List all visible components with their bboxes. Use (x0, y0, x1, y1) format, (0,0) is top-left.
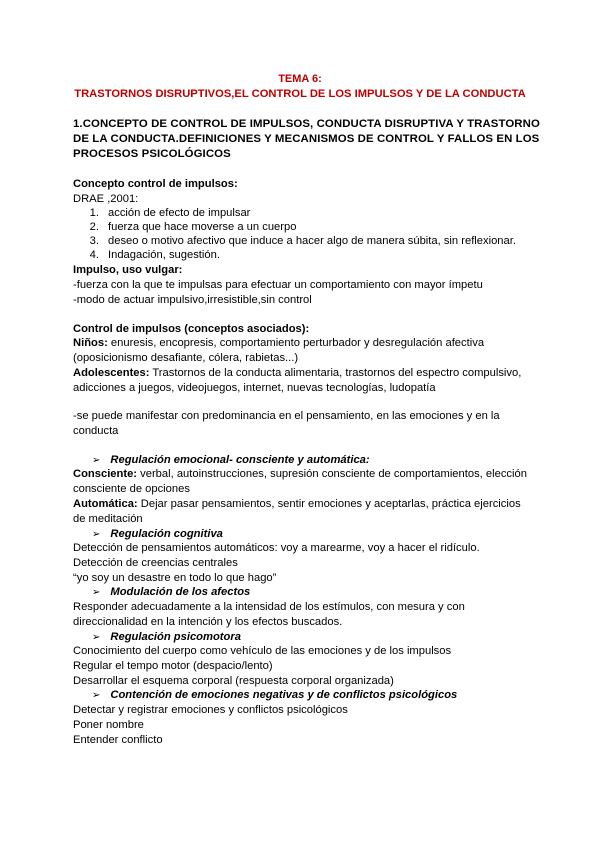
afectos-line-2: direccionalidad en la intención y los efectos buscados. (73, 616, 343, 628)
cognitiva-line-2: Detección de creencias centrales (73, 557, 238, 569)
arrow-bullet-icon: ➢ (92, 690, 101, 701)
ninos-label: Niños: (73, 337, 108, 349)
vulgar-line-1: -fuerza con la que te impulsas para efectuar un comportamiento con mayor ímpetu (73, 279, 483, 291)
document-page: TEMA 6: TRASTORNOS DISRUPTIVOS,EL CONTROL DE LOS IMPULSOS Y DE LA CONDUCTA 1.CONCEPTO DE CONTROL DE IMPULSOS, CONDUCTA DISRUPTIVA Y TRASTORNO DE LA CONDUCTA.DEFINICIONES Y MECANISMOS DE CONTROL Y FALLOS EN LOS PROCESOS PSICOLÓGICOS Concepto control de impulsos: DRAE ,2001: 1. acción de efecto de impulsar 2. fuerza que hace moverse a un cuerpo 3. deseo o motivo afectivo que induce a hacer algo de manera súbita, sin reflexionar. 4. Indagación, sugestión. Impulso, uso vulgar: -fuerza con la que te impulsas para efectuar un comportamiento con mayor ímpetu -modo de actuar impulsivo,irresistible,sin control Control de impulsos (conceptos asociados): Niños: enuresis, encopresis, comportamiento perturbador y desregulación afectiva (oposicionismo desafiante, cólera, rabietas...) Adolescentes: Trastornos de la conducta alimentaria, trastornos del espectro compulsivo, adicciones a juegos, videojuegos, internet, nuevas tecnologías, ludopatía -se puede manifestar con predominancia en el pensamiento, en las emociones y en la conducta ➢ Regulación emocional- consciente y automática: Consciente: verbal, autoinstrucciones, supresión consciente de comportamientos, elección consciente de opciones Automática: Dejar pasar pensamientos, sentir emociones y aceptarlas, práctica ejercicios de meditación ➢ Regulación cognitiva Detección de pensamientos automáticos: voy a marearme, voy a hacer el ridículo. Detección de creencias centrales “yo soy un desastre en todo lo que hago” ➢ Modulación de los afectos Responder adecuadamente a la intensidad de los estímulos, con mesura y con direccionalidad en la intención y los efectos buscados. ➢ Regulación psicomotora Conocimiento del cuerpo como vehículo de las emociones y de los impulsos Regular el tempo motor (despacio/lento) Desarrollar el esquema corporal (respuesta corporal organizada) ➢ Contención de emociones negativas y de conflictos psicológicos Detectar y registrar emociones y conflictos psicológicos Poner nombre Entender conflicto (0, 0, 600, 848)
contencion-line-3: Entender conflicto (73, 734, 163, 746)
cognitiva-line-3: “yo soy un desastre en todo lo que hago” (73, 572, 277, 584)
arrow-bullet-icon: ➢ (92, 455, 101, 466)
arrow-bullet-icon: ➢ (92, 587, 101, 598)
adolescentes-cont: adicciones a juegos, videojuegos, internet, nuevas tecnologías, ludopatía (73, 382, 436, 394)
tema-label: TEMA 6: (278, 73, 322, 85)
concepto-heading: Concepto control de impulsos: (73, 178, 238, 190)
psicomotora-line-3: Desarrollar el esquema corporal (respuesta corporal organizada) (73, 675, 394, 687)
section-heading-line-3: PROCESOS PSICOLÓGICOS (73, 148, 231, 160)
regulacion-emocional-title: ➢ Regulación emocional- consciente y automática: (92, 454, 370, 466)
psicomotora-line-1: Conocimiento del cuerpo como vehículo de las emociones y de los impulsos (73, 645, 452, 657)
contencion-line-2: Poner nombre (73, 719, 144, 731)
automatica-cont: de meditación (73, 513, 143, 525)
adolescentes-label: Adolescentes: (73, 367, 150, 379)
manifest-line-2: conducta (73, 425, 119, 437)
manifest-line-1: -se puede manifestar con predominancia en el pensamiento, en las emociones y en la (73, 410, 500, 422)
regulacion-psicomotora-title: ➢ Regulación psicomotora (92, 631, 241, 643)
automatica-line: Automática: Dejar pasar pensamientos, sentir emociones y aceptarlas, práctica ejercicios (73, 498, 521, 510)
contencion-line-1: Detectar y registrar emociones y conflictos psicológicos (73, 704, 348, 716)
cognitiva-line-1: Detección de pensamientos automáticos: voy a marearme, voy a hacer el ridículo. (73, 542, 480, 554)
document-title: TRASTORNOS DISRUPTIVOS,EL CONTROL DE LOS IMPULSOS Y DE LA CONDUCTA (74, 88, 526, 100)
section-heading-line-1: 1.CONCEPTO DE CONTROL DE IMPULSOS, CONDUCTA DISRUPTIVA Y TRASTORNO (73, 118, 540, 130)
arrow-bullet-icon: ➢ (92, 632, 101, 643)
ninos-cont: (oposicionismo desafiante, cólera, rabietas...) (73, 352, 299, 364)
afectos-line-1: Responder adecuadamente a la intensidad de los estímulos, con mesura y con (73, 601, 465, 613)
impulso-vulgar-heading: Impulso, uso vulgar: (73, 264, 183, 276)
consciente-cont: consciente de opciones (73, 483, 190, 495)
adolescentes-line: Adolescentes: Trastornos de la conducta alimentaria, trastornos del espectro compulsivo, (73, 367, 522, 379)
arrow-bullet-icon: ➢ (92, 529, 101, 540)
ninos-line: Niños: enuresis, encopresis, comportamiento perturbador y desregulación afectiva (73, 337, 485, 349)
contencion-title: ➢ Contención de emociones negativas y de conflictos psicológicos (92, 689, 458, 701)
vulgar-line-2: -modo de actuar impulsivo,irresistible,sin control (73, 294, 312, 306)
control-heading: Control de impulsos (conceptos asociados): (73, 323, 310, 335)
modulacion-afectos-title: ➢ Modulación de los afectos (92, 586, 251, 598)
drae-source: DRAE ,2001: (73, 193, 139, 205)
consciente-line: Consciente: verbal, autoinstrucciones, supresión consciente de comportamientos, elección (73, 468, 527, 480)
regulacion-cognitiva-title: ➢ Regulación cognitiva (92, 528, 223, 540)
section-heading-line-2: DE LA CONDUCTA.DEFINICIONES Y MECANISMOS DE CONTROL Y FALLOS EN LOS (73, 133, 540, 145)
psicomotora-line-2: Regular el tempo motor (despacio/lento) (73, 660, 273, 672)
